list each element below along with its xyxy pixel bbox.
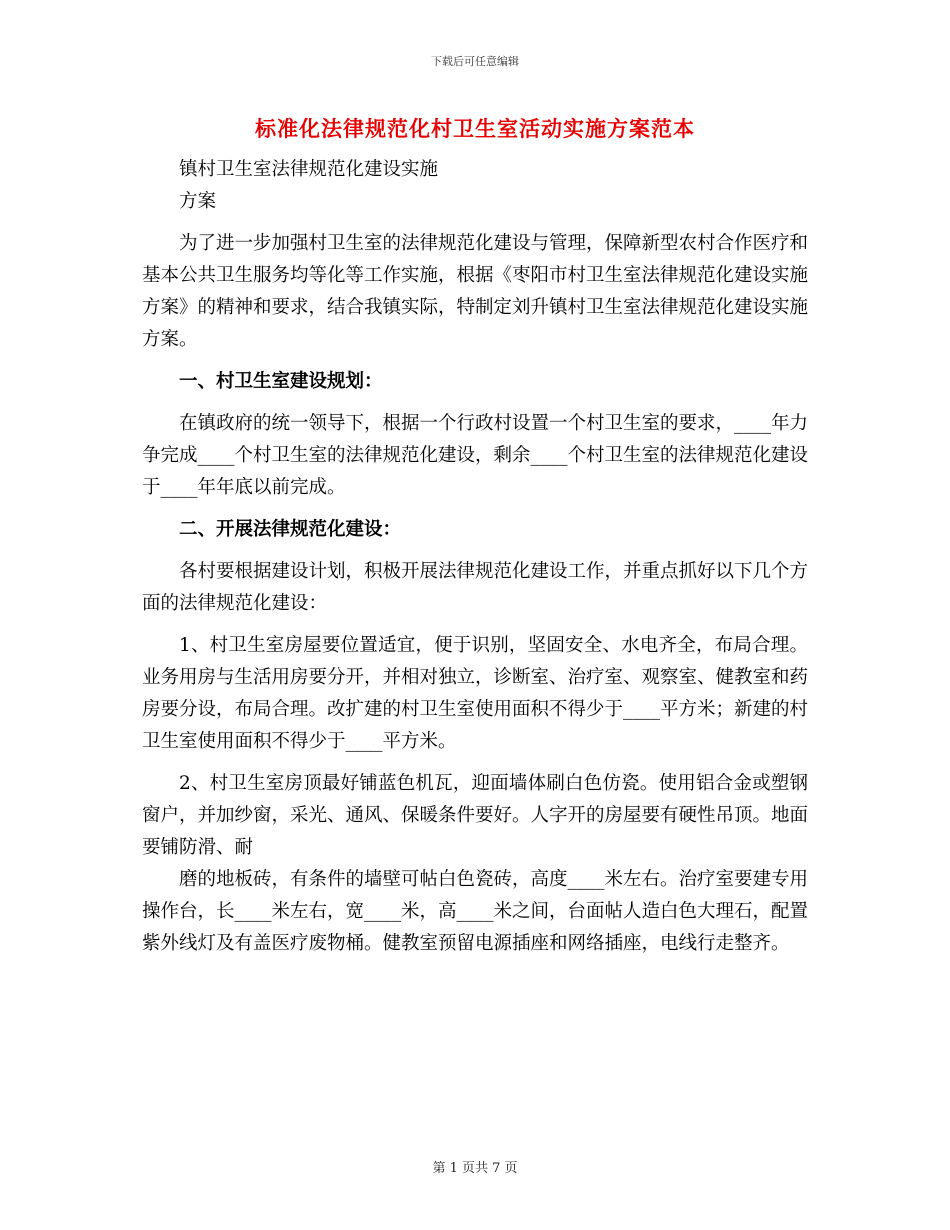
section-heading: 二、开展法律规范化建设： [179, 519, 402, 540]
body-paragraph: 镇村卫生室法律规范化建设实施 [179, 159, 439, 180]
document-title: 标准化法律规范化村卫生室活动实施方案范本 [255, 117, 695, 141]
page-header-note: 下载后可任意编辑 [431, 55, 519, 68]
page-number: 第 1 页共 7 页 [432, 1161, 518, 1176]
body-paragraph: 2、村卫生室房顶最好铺蓝色机瓦，迎面墙体刷白色仿瓷。使用铝合金或塑钢窗户，并加纱窗，采光、通风、保暖条件要好。人字开的房屋要有硬性吊顶。地面要铺防滑、耐 [142, 773, 809, 858]
body-paragraph: 为了进一步加强村卫生室的法律规范化建设与管理，保障新型农村合作医疗和基本公共卫生服务均等化等工作实施，根据《枣阳市村卫生室法律规范化建设实施方案》的精神和要求，结合我镇实际，特制定刘升镇村卫生室法律规范化建设实施方案。 [142, 233, 809, 350]
body-paragraph: 1、村卫生室房屋要位置适宜，便于识别，坚固安全、水电齐全，布局合理。业务用房与生活用房要分开，并相对独立，诊断室、治疗室、观察室、健教室和药房要分设，布局合理。改扩建的村卫生室使用面积不得少于____平方米；新建的村卫生室使用面积不得少于____平方米。 [142, 635, 809, 752]
body-paragraph: 在镇政府的统一领导下，根据一个行政村设置一个村卫生室的要求，____年力争完成____个村卫生室的法律规范化建设，剩余____个村卫生室的法律规范化建设于____年年底以前完成。 [142, 413, 809, 498]
body-paragraph: 各村要根据建设计划，积极开展法律规范化建设工作，并重点抓好以下几个方面的法律规范化建设： [142, 561, 809, 614]
body-paragraph: 磨的地板砖，有条件的墙壁可帖白色瓷砖，高度____米左右。治疗室要建专用操作台，长____米左右，宽____米，高____米之间，台面帖人造白色大理石，配置紫外线灯及有盖医疗废物桶。健教室预留电源插座和网络插座，电线行走整齐。 [142, 869, 809, 954]
section-heading: 一、村卫生室建设规划： [179, 371, 383, 392]
body-paragraph: 方案 [179, 191, 217, 212]
document-body [142, 154, 808, 960]
